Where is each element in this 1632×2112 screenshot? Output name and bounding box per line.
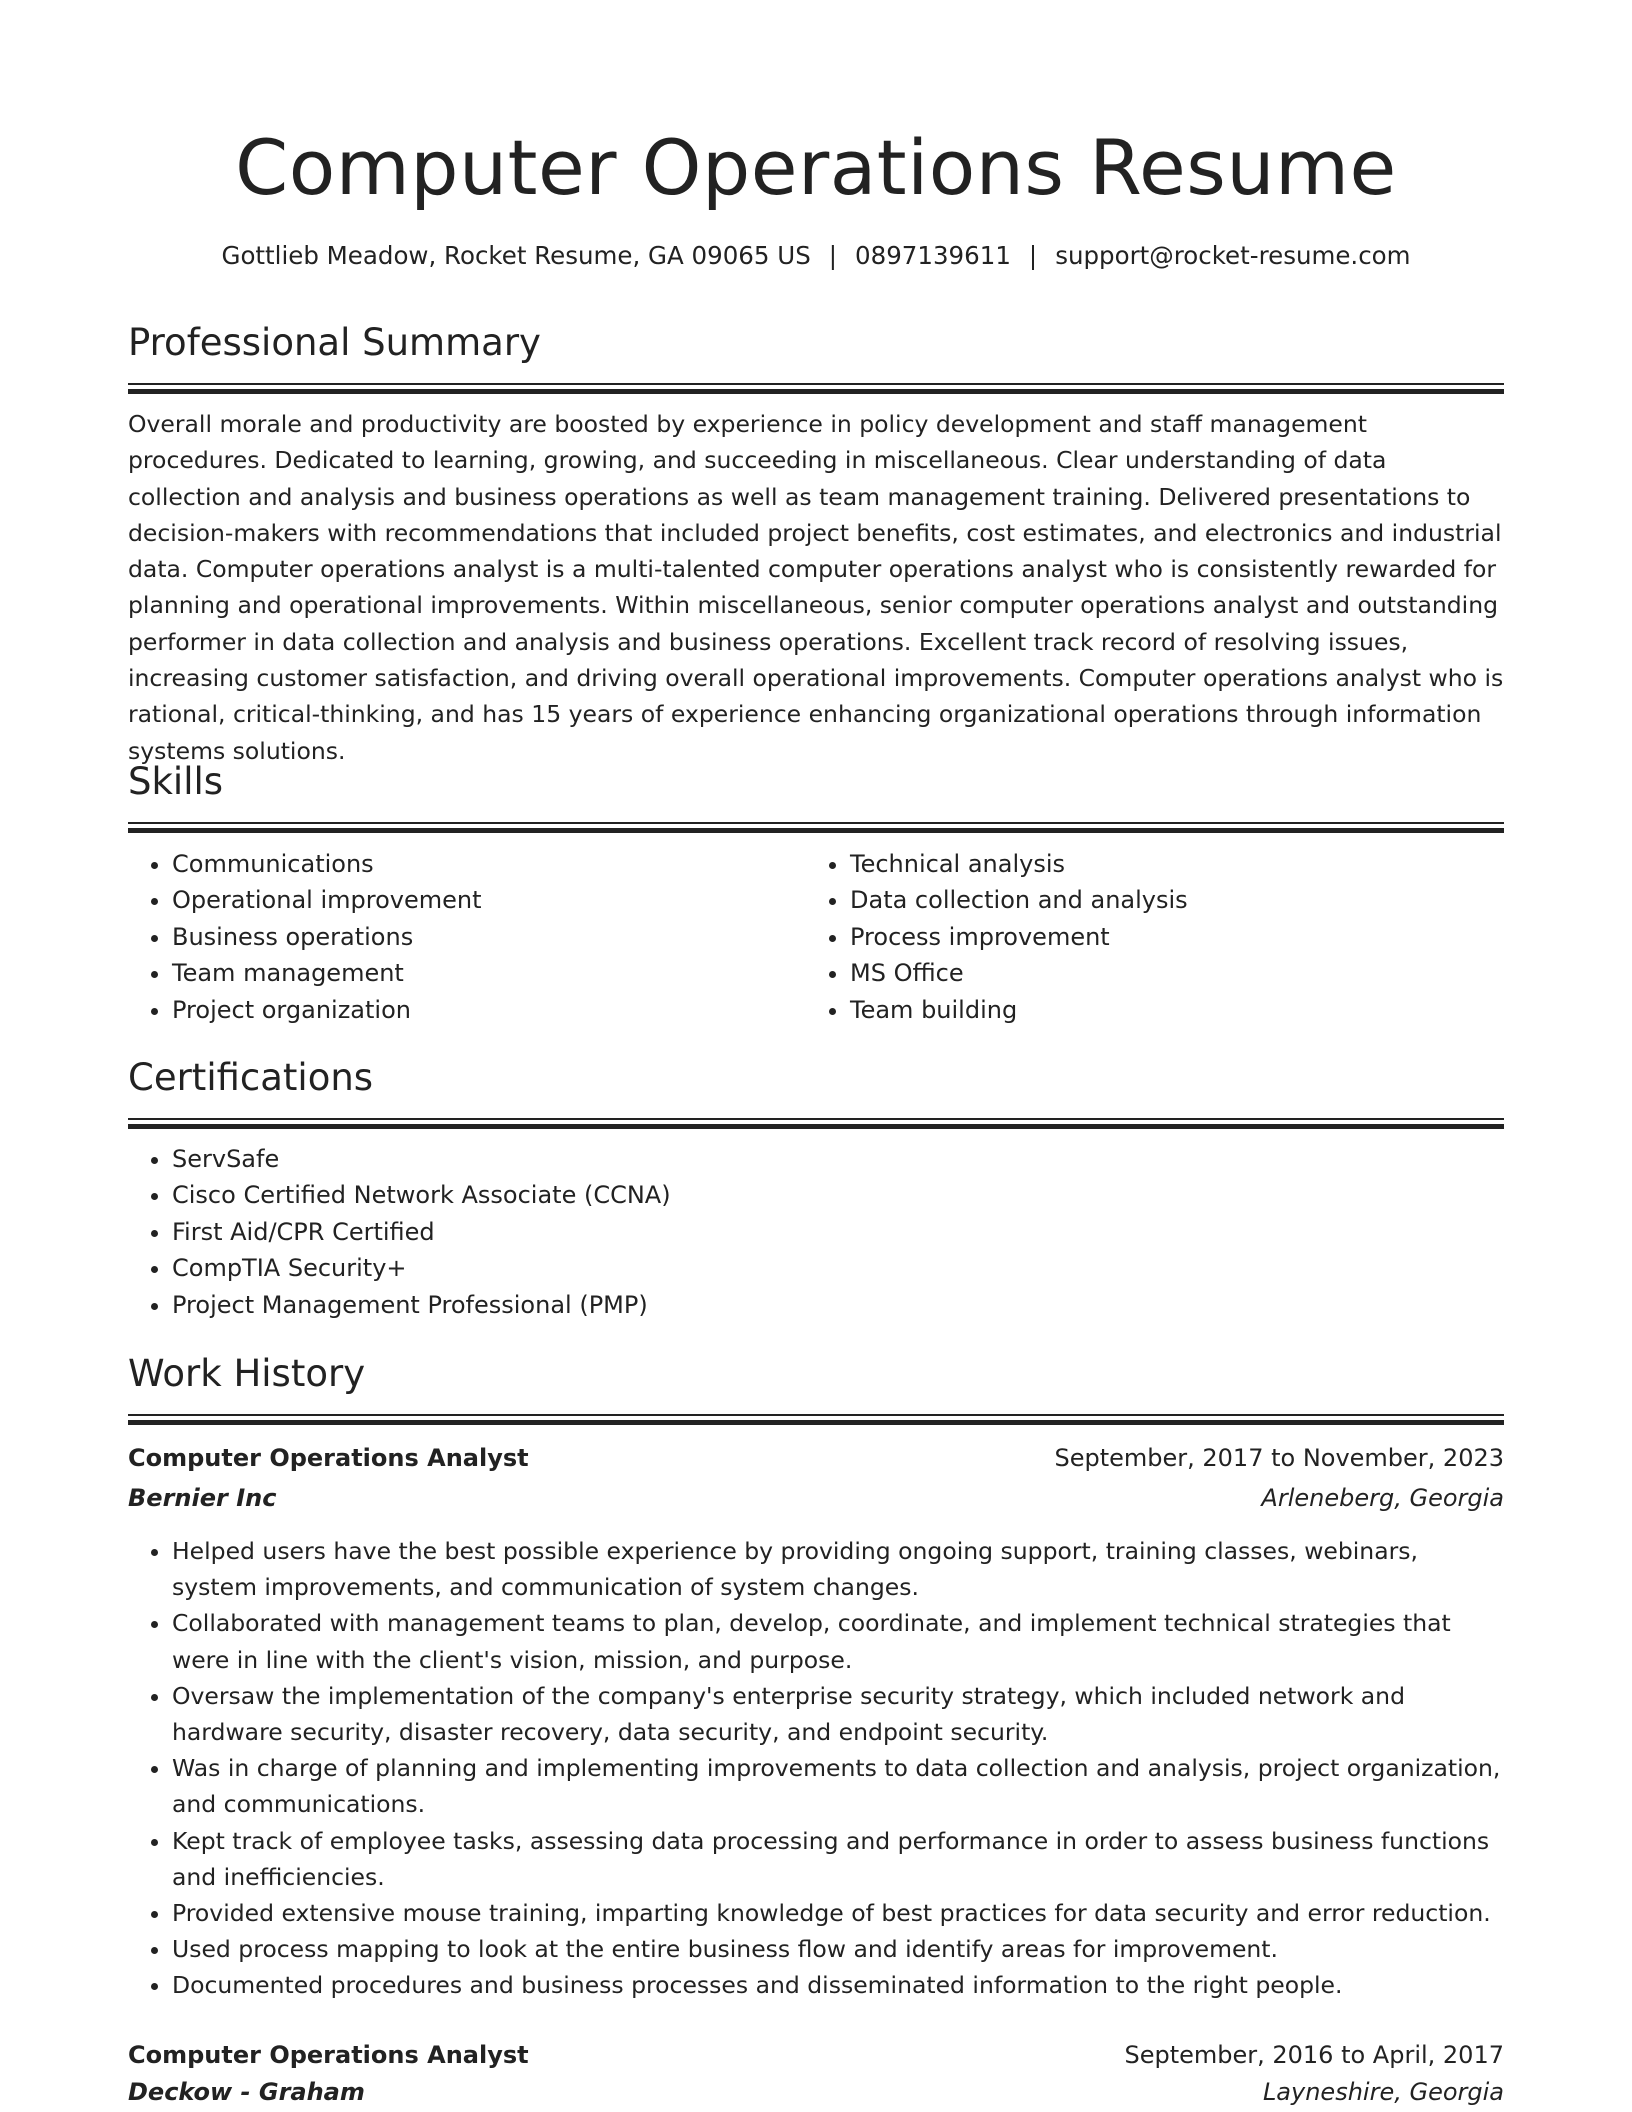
skill-item: • Team management: [172, 955, 802, 991]
skills-section-header: [128, 757, 1504, 833]
skill-item: • Team building: [850, 992, 1480, 1028]
skill-item: • Process improvement: [850, 919, 1480, 955]
resume-title: Computer Operations Resume: [235, 123, 1397, 212]
job-company: Bernier Inc: [128, 1484, 277, 1512]
job-location: Layneshire, Georgia: [1262, 2078, 1504, 2106]
job-dates: September, 2016 to April, 2017: [1124, 2041, 1504, 2069]
job-location: Arleneberg, Georgia: [1261, 1484, 1504, 1512]
job-title: Computer Operations Analyst: [128, 2041, 529, 2069]
certifications-heading: Certifications: [128, 1056, 374, 1099]
skills-list-left: [128, 846, 802, 1028]
certifications-section-header: [128, 1053, 1504, 1129]
skill-item: • Project organization: [172, 992, 802, 1028]
job-duty-item: • Provided extensive mouse training, imparting knowledge of best practices for data security and error reduction.: [172, 1895, 1504, 1931]
section-divider: [128, 1118, 1504, 1129]
section-divider: [128, 383, 1504, 394]
contact-address: Gottlieb Meadow, Rocket Resume, GA 09065 US: [221, 241, 811, 270]
summary-heading: Professional Summary: [128, 321, 541, 364]
certification-item: • Cisco Certified Network Associate (CCNA): [172, 1177, 1472, 1213]
skill-item: • MS Office: [850, 955, 1480, 991]
contact-separator: |: [828, 241, 838, 270]
work-section-header: [128, 1349, 1504, 1425]
skill-item: • Communications: [172, 846, 802, 882]
skill-item: • Data collection and analysis: [850, 882, 1480, 918]
contact-separator: |: [1028, 241, 1038, 270]
section-divider: [128, 822, 1504, 833]
job-duty-item: • Helped users have the best possible experience by providing ongoing support, training classes, webinars, system improvements, and communication of system changes.: [172, 1533, 1504, 1605]
job-duty-item: • Oversaw the implementation of the company's enterprise security strategy, which included network and hardware security, disaster recovery, data security, and endpoint security.: [172, 1678, 1504, 1750]
contact-phone: 0897139611: [855, 241, 1011, 270]
skill-item: • Technical analysis: [850, 846, 1480, 882]
skills-list-right: [806, 846, 1480, 1028]
section-divider: [128, 1414, 1504, 1425]
contact-email[interactable]: support@rocket-resume.com: [1055, 241, 1411, 270]
contact-line: [128, 238, 1504, 274]
work-heading: Work History: [128, 1352, 366, 1395]
job-duty-item: • Used process mapping to look at the entire business flow and identify areas for improvement.: [172, 1931, 1504, 1967]
job-dates: September, 2017 to November, 2023: [1054, 1444, 1504, 1472]
job-duty-item: • Was in charge of planning and implementing improvements to data collection and analysis, project organization, and communications.: [172, 1750, 1504, 1822]
skills-heading: Skills: [128, 760, 224, 803]
job-title: Computer Operations Analyst: [128, 1444, 529, 1472]
job-duty-item: • Collaborated with management teams to plan, develop, coordinate, and implement technical strategies that were in line with the client's vision, mission, and purpose.: [172, 1605, 1504, 1677]
certifications-list: [128, 1141, 1472, 1323]
skill-item: • Business operations: [172, 919, 802, 955]
certification-item: • Project Management Professional (PMP): [172, 1287, 1472, 1323]
job-company: Deckow - Graham: [128, 2078, 365, 2106]
certification-item: • First Aid/CPR Certified: [172, 1214, 1472, 1250]
job-duties-list: [128, 1533, 1504, 2004]
summary-section-header: [128, 318, 1504, 394]
summary-text: Overall morale and productivity are boosted by experience in policy development and staff management procedures. Dedicated to learning, growing, and succeeding in miscellaneous. Clear understanding of data collection and analysis and business operations as well as team management training. Delivered presentations to decision-makers with recommendations that included project benefits, cost estimates, and electronics and industrial data. Computer operations analyst is a multi-talented computer operations analyst who is consistently rewarded for planning and operational improvements. Within miscellaneous, senior computer operations analyst and outstanding performer in data collection and analysis and business operations. Excellent track record of resolving issues, increasing customer satisfaction, and driving overall operational improvements. Computer operations analyst who is rational, critical-thinking, and has 15 years of experience enhancing organizational operations through information systems solutions.: [128, 410, 1504, 765]
skill-item: • Operational improvement: [172, 882, 802, 918]
certification-item: • CompTIA Security+: [172, 1250, 1472, 1286]
job-duty-item: • Documented procedures and business processes and disseminated information to the right people.: [172, 1967, 1504, 2003]
certification-item: • ServSafe: [172, 1141, 1472, 1177]
job-duty-item: • Kept track of employee tasks, assessing data processing and performance in order to assess business functions and inefficiencies.: [172, 1823, 1504, 1895]
